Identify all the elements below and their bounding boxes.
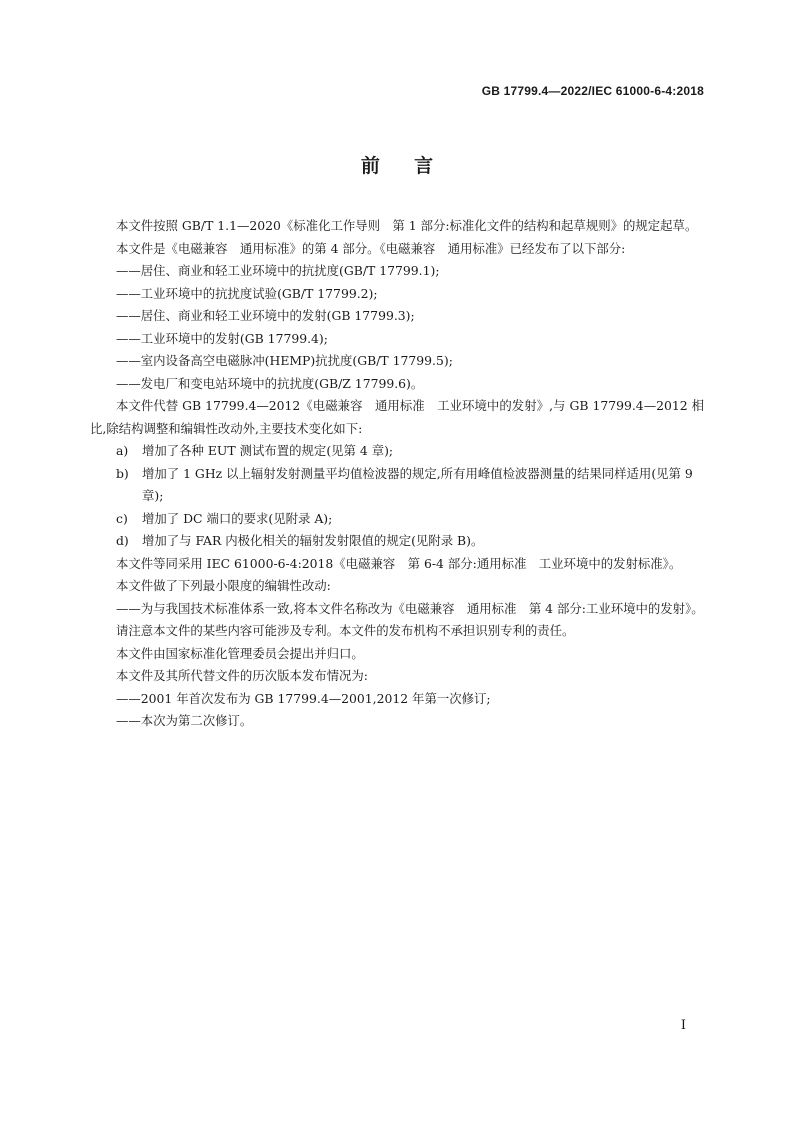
change-item: [90, 440, 704, 463]
change-item: [90, 463, 704, 508]
paragraph-proposer: 本文件由国家标准化管理委员会提出并归口。: [116, 645, 364, 661]
list-item-part: ——发电厂和变电站环境中的抗扰度(GB/Z 17799.6)。: [116, 375, 424, 391]
change-label: c): [116, 510, 128, 526]
title-char-1: 前: [360, 155, 380, 177]
change-label: d): [116, 533, 129, 548]
paragraph-part-intro: 本文件是《电磁兼容 通用标准》的第 4 部分。《电磁兼容 通用标准》已经发布了以下部分:: [116, 240, 626, 256]
paragraph-replaces: 本文件代替 GB 17799.4—2012《电磁兼容 通用标准 工业环境中的发射》,与 GB 17799.4—2012 相比,除结构调整和编辑性改动外,主要技术变化如下:: [90, 398, 704, 436]
page-number: I: [680, 1018, 686, 1033]
change-text: 增加了与 FAR 内极化相关的辐射发射限值的规定(见附录 B)。: [142, 533, 484, 548]
paragraph-patent-notice: 请注意本文件的某些内容可能涉及专利。本文件的发布机构不承担识别专利的责任。: [116, 623, 575, 638]
list-item-part: ——工业环境中的发射(GB 17799.4);: [116, 330, 328, 346]
change-item: [90, 508, 704, 531]
list-item-part: ——居住、商业和轻工业环境中的发射(GB 17799.3);: [116, 308, 415, 323]
change-label: a): [116, 443, 129, 458]
change-item: [90, 530, 704, 553]
change-text: 增加了 DC 端口的要求(见附录 A);: [142, 510, 333, 526]
paragraph-editorial: 本文件做了下列最小限度的编辑性改动:: [116, 578, 331, 593]
list-item-history: ——2001 年首次发布为 GB 17799.4—2001,2012 年第一次修订;: [116, 690, 491, 706]
title-char-2: 言: [414, 155, 434, 177]
list-item-history: ——本次为第二次修订。: [116, 713, 253, 728]
list-item-editorial-change: ——为与我国技术标准体系一致,将本文件名称改为《电磁兼容 通用标准 第 4 部分:工业环境中的发射》。: [116, 600, 704, 616]
change-text: 增加了 1 GHz 以上辐射发射测量平均值检波器的规定,所有用峰值检波器测量的结果同样适用(见第 9 章);: [142, 465, 693, 503]
list-item-part: ——工业环境中的抗扰度试验(GB/T 17799.2);: [116, 285, 378, 301]
paragraph-drafting-rules: 本文件按照 GB/T 1.1—2020《标准化工作导则 第 1 部分:标准化文件的结构和起草规则》的规定起草。: [116, 218, 698, 233]
paragraph-adoption: 本文件等同采用 IEC 61000-6-4:2018《电磁兼容 第 6-4 部分:通用标准 工业环境中的发射标准》。: [116, 555, 682, 571]
foreword-body: [90, 215, 704, 733]
change-text: 增加了各种 EUT 测试布置的规定(见第 4 章);: [142, 443, 394, 458]
document-id-header: GB 17799.4—2022/IEC 61000-6-4:2018: [481, 84, 704, 98]
page-title: [0, 151, 794, 178]
list-item-part: ——居住、商业和轻工业环境中的抗扰度(GB/T 17799.1);: [116, 263, 440, 278]
list-item-part: ——室内设备高空电磁脉冲(HEMP)抗扰度(GB/T 17799.5);: [116, 353, 453, 368]
paragraph-history-intro: 本文件及其所代替文件的历次版本发布情况为:: [116, 668, 368, 683]
change-label: b): [116, 465, 129, 481]
